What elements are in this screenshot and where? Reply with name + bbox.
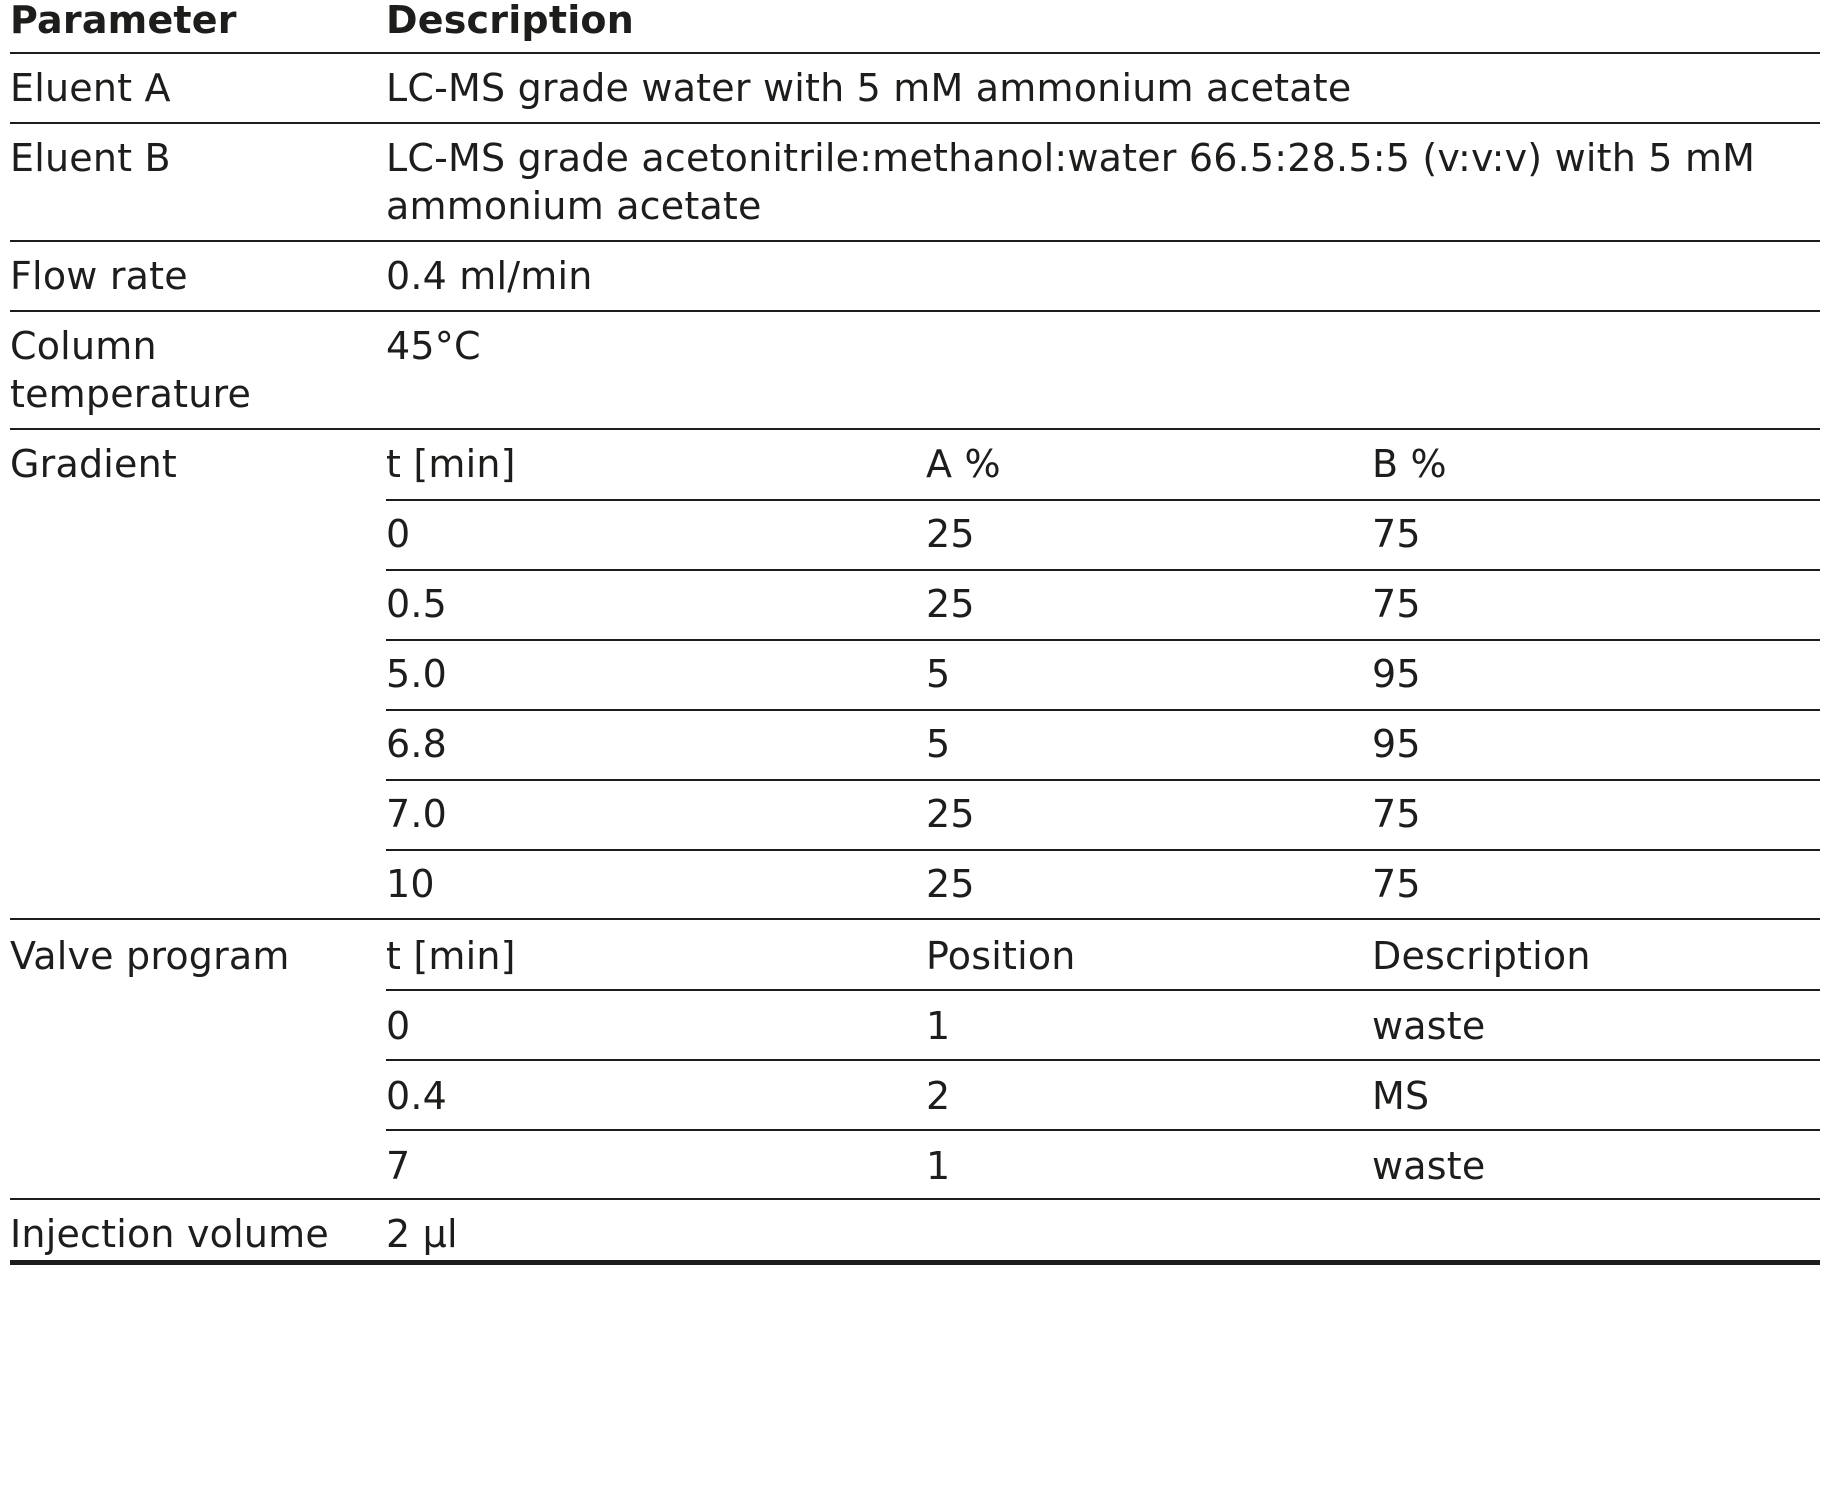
- valve-divider: [386, 1059, 1820, 1061]
- header-description: Description: [386, 0, 634, 42]
- eluent-a-value: LC-MS grade water with 5 mM ammonium acetate: [386, 66, 1352, 110]
- parameter-table: [10, 0, 1820, 1262]
- gradient-divider: [386, 569, 1820, 571]
- valve-cell: 7: [386, 1144, 411, 1188]
- row-eluent-a: [10, 54, 1820, 124]
- gradient-cell: 75: [1372, 512, 1421, 556]
- row-flow-rate: [10, 242, 1820, 312]
- row-injection-volume: [10, 1200, 1820, 1262]
- gradient-cell: 6.8: [386, 722, 448, 766]
- valve-cell: 2: [926, 1074, 951, 1118]
- valve-col-description: Description: [1372, 934, 1591, 978]
- gradient-cell: 10: [386, 862, 435, 906]
- eluent-b-value-line1: LC-MS grade acetonitrile:methanol:water 66.5:28.5:5 (v:v:v) with 5 mM: [386, 136, 1756, 180]
- gradient-divider: [386, 779, 1820, 781]
- gradient-col-a: A %: [926, 442, 1001, 486]
- gradient-cell: 7.0: [386, 792, 448, 836]
- row-eluent-b: [10, 124, 1820, 242]
- column-temperature-label-line1: Column: [10, 324, 157, 368]
- gradient-cell: 75: [1372, 792, 1421, 836]
- row-valve-program: [10, 920, 1820, 1200]
- gradient-cell: 25: [926, 512, 975, 556]
- row-column-temperature: [10, 312, 1820, 430]
- eluent-a-label: Eluent A: [10, 66, 171, 110]
- valve-col-time: t [min]: [386, 934, 516, 978]
- gradient-cell: 75: [1372, 582, 1421, 626]
- gradient-divider: [386, 639, 1820, 641]
- gradient-cell: 0: [386, 512, 411, 556]
- column-temperature-value: 45°C: [386, 324, 481, 368]
- valve-cell: 1: [926, 1144, 951, 1188]
- gradient-col-time: t [min]: [386, 442, 516, 486]
- gradient-col-b: B %: [1372, 442, 1447, 486]
- gradient-cell: 5: [926, 722, 951, 766]
- valve-cell: 0: [386, 1004, 411, 1048]
- gradient-cell: 0.5: [386, 582, 448, 626]
- valve-divider: [386, 1129, 1820, 1131]
- gradient-cell: 75: [1372, 862, 1421, 906]
- valve-cell: 0.4: [386, 1074, 448, 1118]
- valve-cell: waste: [1372, 1144, 1486, 1188]
- flow-rate-value: 0.4 ml/min: [386, 254, 593, 298]
- gradient-cell: 95: [1372, 652, 1421, 696]
- table-header: [10, 0, 1820, 54]
- eluent-b-value-line2: ammonium acetate: [386, 184, 762, 228]
- gradient-cell: 95: [1372, 722, 1421, 766]
- table-bottom-rule: [10, 1260, 1820, 1265]
- header-parameter: Parameter: [10, 0, 237, 42]
- eluent-b-label: Eluent B: [10, 136, 171, 180]
- gradient-cell: 25: [926, 792, 975, 836]
- gradient-cell: 25: [926, 582, 975, 626]
- injection-volume-label: Injection volume: [10, 1212, 329, 1256]
- flow-rate-label: Flow rate: [10, 254, 188, 298]
- valve-col-position: Position: [926, 934, 1076, 978]
- valve-program-label: Valve program: [10, 934, 290, 978]
- row-gradient: [10, 430, 1820, 920]
- gradient-cell: 5: [926, 652, 951, 696]
- gradient-cell: 5.0: [386, 652, 448, 696]
- valve-cell: MS: [1372, 1074, 1430, 1118]
- valve-cell: 1: [926, 1004, 951, 1048]
- valve-cell: waste: [1372, 1004, 1486, 1048]
- gradient-divider: [386, 499, 1820, 501]
- gradient-label: Gradient: [10, 442, 177, 486]
- injection-volume-value: 2 µl: [386, 1212, 458, 1256]
- valve-divider: [386, 989, 1820, 991]
- gradient-cell: 25: [926, 862, 975, 906]
- column-temperature-label-line2: temperature: [10, 372, 252, 416]
- gradient-divider: [386, 709, 1820, 711]
- gradient-divider: [386, 849, 1820, 851]
